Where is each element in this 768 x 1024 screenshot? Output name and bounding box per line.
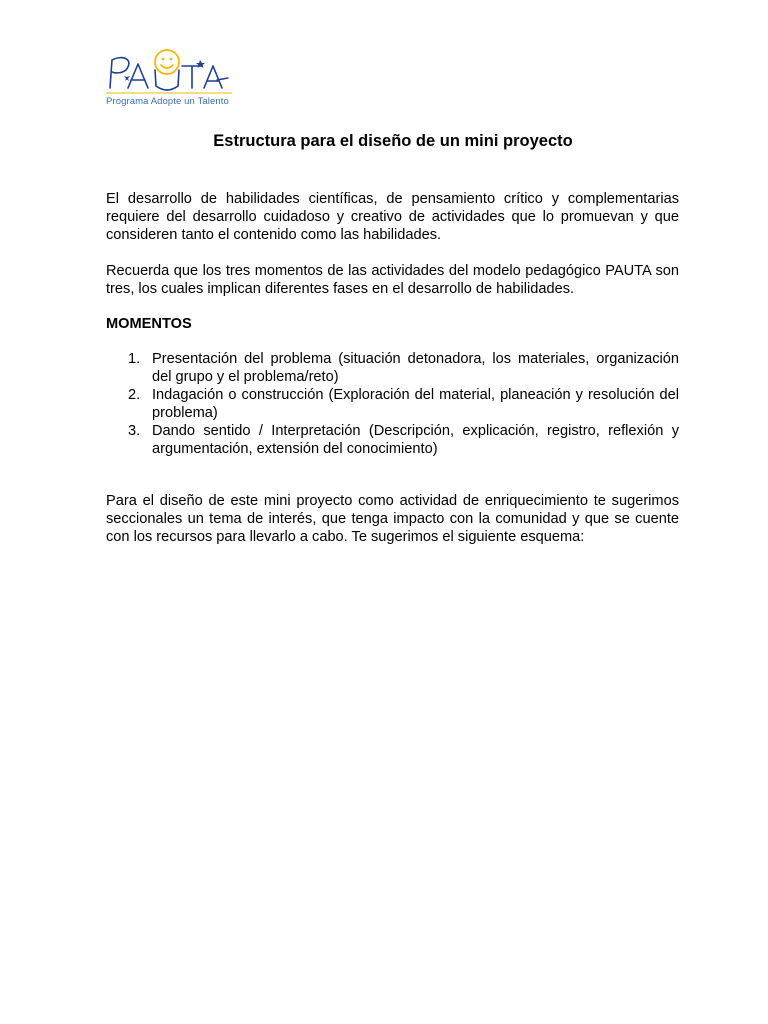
list-item-text: Presentación del problema (situación detonadora, los materiales, organización del grupo y el problema/reto) — [152, 351, 679, 385]
reminder-paragraph: Recuerda que los tres momentos de las actividades del modelo pedagógico PAUTA son tres, los cuales implican diferentes fases en el desarrollo de habilidades. — [106, 263, 679, 297]
list-item — [106, 386, 679, 422]
list-item-text: Indagación o construcción (Exploración del material, planeación y resolución del problema) — [152, 387, 679, 421]
moments-heading: MOMENTOS — [106, 316, 192, 332]
intro-paragraph: El desarrollo de habilidades científicas, de pensamiento crítico y complementarias requiere del desarrollo cuidadoso y creativo de actividades que lo promuevan y que consideren tanto el contenido como las habilidades. — [106, 191, 679, 243]
list-item — [106, 350, 679, 386]
moments-list — [106, 350, 679, 458]
list-item-number: 2. — [128, 387, 141, 403]
logo-tagline: Programa Adopte un Talento — [106, 96, 229, 107]
document-title: Estructura para el diseño de un mini proyecto — [213, 132, 573, 150]
list-item-number: 1. — [128, 351, 141, 367]
closing-paragraph: Para el diseño de este mini proyecto como actividad de enriquecimiento te sugerimos seccionales un tema de interés, que tenga impacto con la comunidad y que se cuente con los recursos para llevarlo a cabo. Te sugerimos el siguiente esquema: — [106, 493, 679, 545]
list-item-text: Dando sentido / Interpretación (Descripción, explicación, registro, reflexión y argumentación, extensión del conocimiento) — [152, 423, 679, 457]
list-item — [106, 422, 679, 458]
list-item-number: 3. — [128, 423, 141, 439]
pauta-logo — [104, 40, 234, 112]
pauta-logo-mark — [104, 40, 234, 96]
